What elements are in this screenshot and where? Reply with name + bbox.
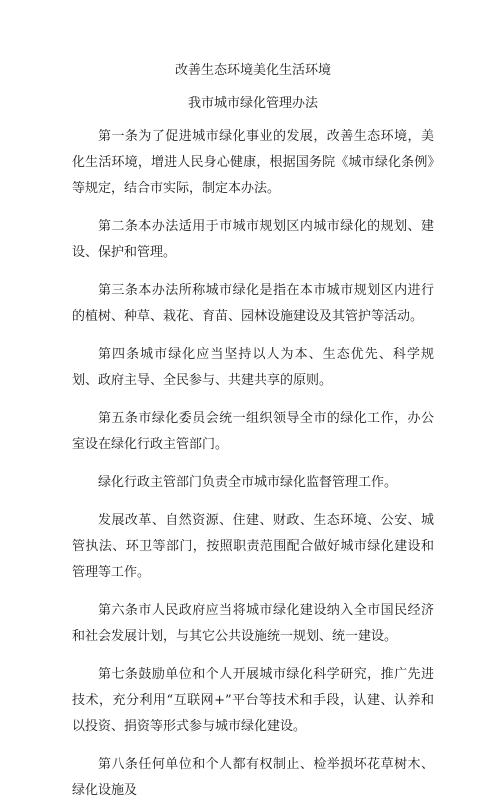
- document-title: 我市城市绿化管理办法: [187, 96, 318, 111]
- header-title: 改善生态环境美化生活环境: [174, 63, 331, 78]
- paragraph-article-8: 第八条任何单位和个人都有权制止、检举损坏花草树木、绿化设施及: [72, 757, 434, 798]
- paragraph-article-6: 第六条市人民政府应当将城市绿化建设纳入全市国民经济和社会发展计划，与其它公共设施统一规划、统一建设。: [72, 603, 434, 644]
- paragraph-supervision: 绿化行政主管部门负责全市城市绿化监督管理工作。: [98, 475, 398, 490]
- paragraph-article-7: 第七条鼓励单位和个人开展城市绿化科学研究，推广先进技术，充分利用“互联网+”平台等技术和手段，认建、认养和以投资、捐资等形式参与城市绿化建设。: [72, 667, 434, 734]
- paragraph-article-3: 第三条本办法所称城市绿化是指在本市城市规划区内进行的植树、种草、栽花、育苗、园林设施建设及其管护等活动。: [72, 283, 434, 324]
- paragraph-article-1: 第一条为了促进城市绿化事业的发展，改善生态环境，美化生活环境，增进人民身心健康，根据国务院《城市绿化条例》等规定，结合市实际，制定本办法。: [72, 129, 434, 196]
- paragraph-article-4: 第四条城市绿化应当坚持以人为本、生态优先、科学规划、政府主导、全民参与、共建共享的原则。: [72, 347, 434, 388]
- paragraph-article-2: 第二条本办法适用于市城市规划区内城市绿化的规划、建设、保护和管理。: [72, 219, 434, 260]
- paragraph-departments: 发展改革、自然资源、住建、财政、生态环境、公安、城管执法、环卫等部门，按照职责范围配合做好城市绿化建设和管理等工作。: [72, 513, 434, 580]
- paragraph-article-5: 第五条市绿化委员会统一组织领导全市的绿化工作，办公室设在绿化行政主管部门。: [72, 411, 434, 452]
